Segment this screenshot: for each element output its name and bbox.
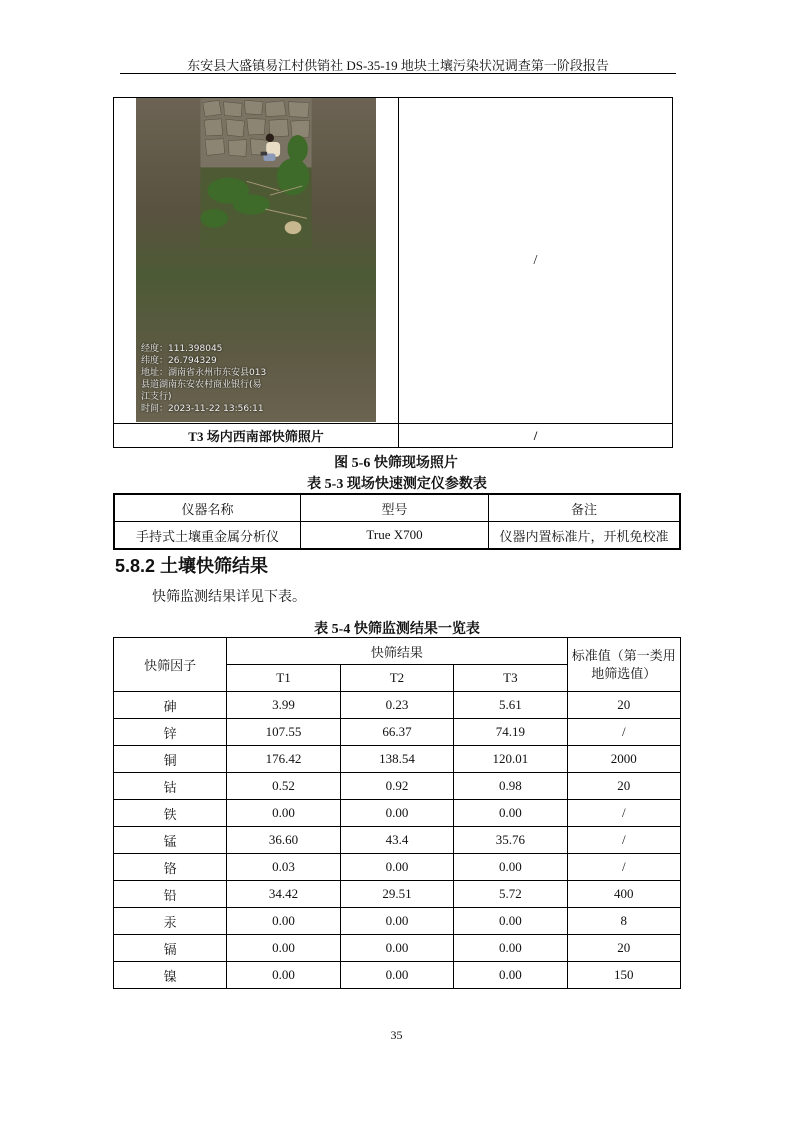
cell-t3: 0.00 xyxy=(454,962,567,989)
results-table xyxy=(113,637,681,989)
table54-sub-t3: T3 xyxy=(454,665,567,692)
table53-caption: 表 5-3 现场快速测定仪参数表 xyxy=(307,477,487,492)
photo-caption-right: / xyxy=(399,424,673,448)
cell-name: 铁 xyxy=(114,800,227,827)
cell-std: 2000 xyxy=(567,746,680,773)
cell-t3: 0.00 xyxy=(454,854,567,881)
cell-t1: 107.55 xyxy=(227,719,340,746)
table-row xyxy=(114,854,681,881)
photo-scene xyxy=(136,98,376,248)
table54-result-header: 快筛结果 xyxy=(227,638,567,665)
cell-std: 20 xyxy=(567,692,680,719)
table-row xyxy=(114,773,681,800)
table-row xyxy=(114,962,681,989)
table54-factor-header: 快筛因子 xyxy=(114,638,227,692)
cell-std: / xyxy=(567,854,680,881)
table53-cell-name: 手持式土壤重金属分析仪 xyxy=(114,522,301,550)
photo-cell xyxy=(114,98,399,424)
cell-name: 钴 xyxy=(114,773,227,800)
stamp-address-3: 江支行) xyxy=(141,392,172,402)
cell-name: 汞 xyxy=(114,908,227,935)
cell-t3: 0.98 xyxy=(454,773,567,800)
cell-t2: 66.37 xyxy=(340,719,453,746)
cell-t3: 120.01 xyxy=(454,746,567,773)
cell-std: 20 xyxy=(567,773,680,800)
table54-caption: 表 5-4 快筛监测结果一览表 xyxy=(314,622,480,637)
table-row xyxy=(114,935,681,962)
cell-t3: 0.00 xyxy=(454,935,567,962)
figure-caption: 图 5-6 快筛现场照片 xyxy=(334,456,458,471)
cell-t2: 0.00 xyxy=(340,854,453,881)
table53-header-name: 仪器名称 xyxy=(114,494,301,522)
table54-sub-t1: T1 xyxy=(227,665,340,692)
cell-t1: 0.00 xyxy=(227,908,340,935)
cell-t1: 0.00 xyxy=(227,800,340,827)
section-paragraph: 快筛监测结果详见下表。 xyxy=(152,590,306,605)
photo-table xyxy=(113,97,673,448)
table-row xyxy=(114,692,681,719)
table-row xyxy=(114,881,681,908)
cell-t2: 0.00 xyxy=(340,962,453,989)
cell-t2: 0.00 xyxy=(340,800,453,827)
cell-t1: 34.42 xyxy=(227,881,340,908)
table53-cell-note: 仪器内置标准片，开机免校准 xyxy=(489,522,681,550)
table-row xyxy=(114,827,681,854)
cell-t3: 5.72 xyxy=(454,881,567,908)
cell-t3: 35.76 xyxy=(454,827,567,854)
cell-t2: 0.00 xyxy=(340,935,453,962)
cell-t1: 3.99 xyxy=(227,692,340,719)
cell-t3: 0.00 xyxy=(454,800,567,827)
cell-t1: 36.60 xyxy=(227,827,340,854)
cell-name: 铬 xyxy=(114,854,227,881)
instrument-table xyxy=(113,493,681,550)
stamp-address-2: 县道湖南东安农村商业银行(易 xyxy=(141,380,262,390)
cell-name: 铅 xyxy=(114,881,227,908)
cell-t3: 5.61 xyxy=(454,692,567,719)
cell-t1: 0.52 xyxy=(227,773,340,800)
cell-std: / xyxy=(567,827,680,854)
stamp-time: 时间：2023-11-22 13:56:11 xyxy=(141,404,264,414)
table-row xyxy=(114,746,681,773)
cell-std: 20 xyxy=(567,935,680,962)
table54-sub-t2: T2 xyxy=(340,665,453,692)
cell-t2: 43.4 xyxy=(340,827,453,854)
table-row xyxy=(114,908,681,935)
page-header: 东安县大盛镇易江村供销社 DS-35-19 地块土壤污染状况调查第一阶段报告 xyxy=(187,58,609,73)
cell-name: 镉 xyxy=(114,935,227,962)
cell-name: 镍 xyxy=(114,962,227,989)
cell-std: 150 xyxy=(567,962,680,989)
table-row xyxy=(114,800,681,827)
table-row xyxy=(114,719,681,746)
stamp-address: 地址：湖南省永州市东安县013 xyxy=(141,368,267,378)
cell-name: 锰 xyxy=(114,827,227,854)
cell-name: 锌 xyxy=(114,719,227,746)
cell-t1: 0.00 xyxy=(227,962,340,989)
cell-t1: 176.42 xyxy=(227,746,340,773)
site-photo-t3 xyxy=(136,98,376,422)
cell-t3: 0.00 xyxy=(454,908,567,935)
cell-name: 砷 xyxy=(114,692,227,719)
empty-photo-cell: / xyxy=(399,98,673,424)
table54-standard-header: 标准值（第一类用地筛选值） xyxy=(567,638,680,692)
cell-t2: 0.23 xyxy=(340,692,453,719)
page-number: 35 xyxy=(390,1028,403,1042)
cell-std: / xyxy=(567,719,680,746)
section-title: 5.8.2 土壤快筛结果 xyxy=(115,556,269,576)
photo-geo-stamp xyxy=(141,343,266,415)
photo-caption-left: T3 场内西南部快筛照片 xyxy=(114,424,399,448)
cell-t3: 74.19 xyxy=(454,719,567,746)
table53-cell-model: True X700 xyxy=(301,522,489,550)
cell-t2: 0.92 xyxy=(340,773,453,800)
header-rule xyxy=(120,73,676,74)
cell-std: / xyxy=(567,800,680,827)
cell-name: 铜 xyxy=(114,746,227,773)
cell-std: 400 xyxy=(567,881,680,908)
table53-header-model: 型号 xyxy=(301,494,489,522)
cell-t2: 138.54 xyxy=(340,746,453,773)
cell-t1: 0.03 xyxy=(227,854,340,881)
table54-body xyxy=(114,692,681,989)
stamp-latitude: 纬度：26.794329 xyxy=(141,356,217,366)
cell-t1: 0.00 xyxy=(227,935,340,962)
cell-t2: 29.51 xyxy=(340,881,453,908)
stamp-longitude: 经度：111.398045 xyxy=(141,344,223,354)
cell-std: 8 xyxy=(567,908,680,935)
table53-header-note: 备注 xyxy=(489,494,681,522)
cell-t2: 0.00 xyxy=(340,908,453,935)
